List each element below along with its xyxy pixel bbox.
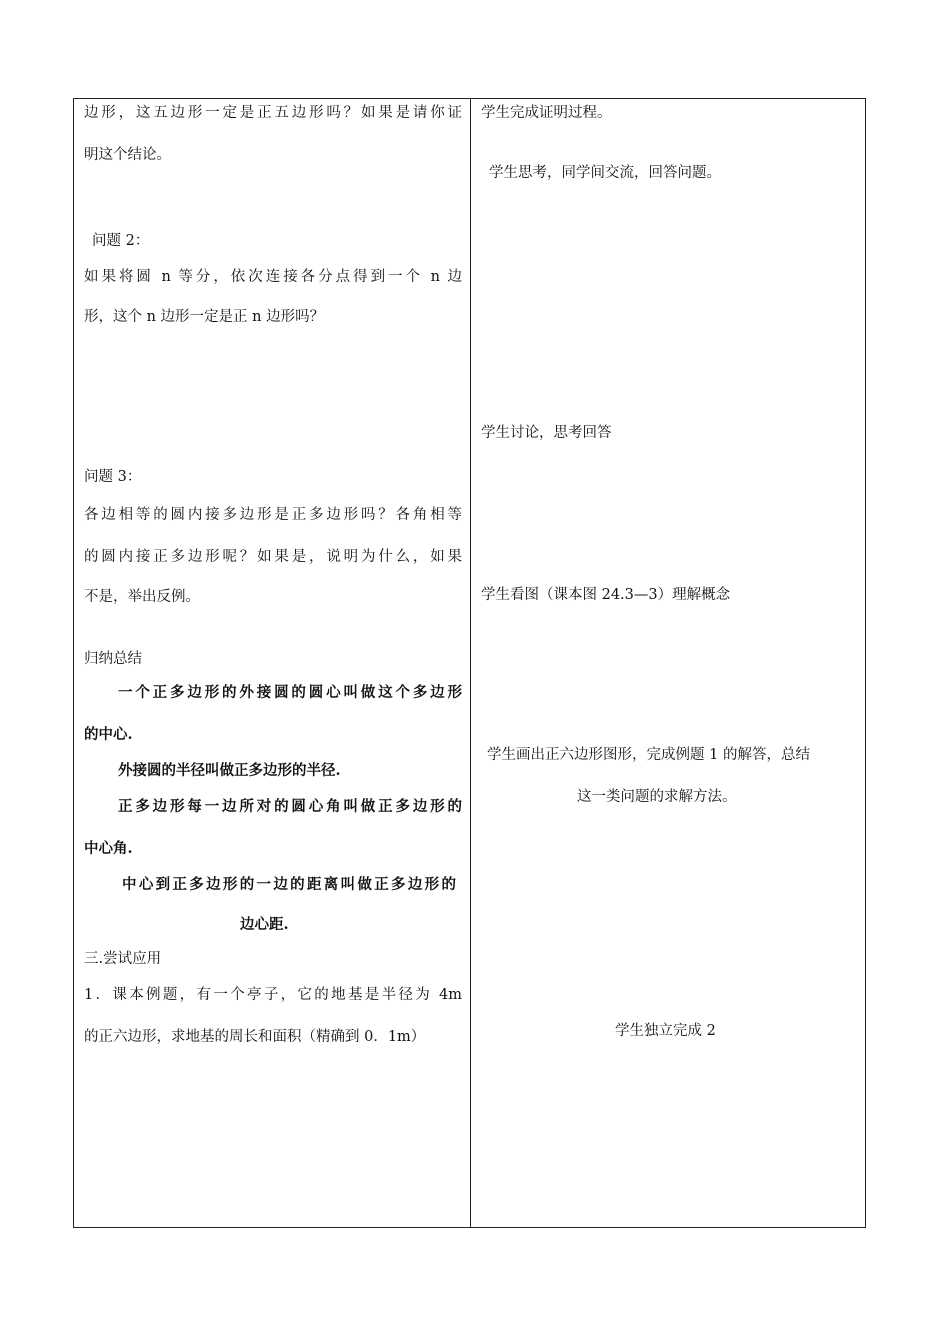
definition-radius: 外接圆的半径叫做正多边形的半径. — [118, 762, 341, 779]
question-1-line-2: 明这个结论。 — [84, 147, 171, 163]
definition-apothem-line-2: 边心距. — [240, 916, 289, 933]
lesson-table — [73, 98, 866, 1228]
question-1-line-1: 边形，这五边形一定是正五边形吗？如果是请你证 — [84, 105, 462, 121]
definition-center-line-1: 一个正多边形的外接圆的圆心叫做这个多边形 — [118, 684, 462, 701]
student-note-hexagon-line-1: 学生画出正六边形图形，完成例题 1 的解答，总结 — [487, 747, 810, 763]
student-note-independent: 学生独立完成 2 — [615, 1023, 716, 1039]
question-3-line-2: 的圆内接正多边形呢？如果是，说明为什么，如果 — [84, 549, 462, 565]
definition-central-angle-line-1: 正多边形每一边所对的圆心角叫做正多边形的 — [118, 798, 462, 815]
definition-central-angle-line-2: 中心角. — [84, 840, 133, 857]
student-note-proof: 学生完成证明过程。 — [481, 105, 612, 121]
example-1-line-2: 的正六边形，求地基的周长和面积（精确到 0．1m） — [84, 1029, 426, 1045]
summary-title: 归纳总结 — [84, 651, 142, 667]
student-activity-cell — [471, 99, 865, 1227]
student-note-figure: 学生看图（课本图 24.3—3）理解概念 — [481, 587, 731, 603]
student-note-hexagon-line-2: 这一类问题的求解方法。 — [577, 789, 737, 805]
example-1-line-1: 1．课本例题，有一个亭子，它的地基是半径为 4m — [84, 987, 462, 1003]
teacher-activity-cell — [74, 99, 470, 1227]
student-note-discuss: 学生思考，同学间交流，回答问题。 — [489, 165, 721, 181]
definition-apothem-line-1: 中心到正多边形的一边的距离叫做正多边形的 — [122, 876, 456, 893]
student-note-answer: 学生讨论，思考回答 — [481, 425, 612, 441]
question-2-line-2: 形，这个 n 边形一定是正 n 边形吗？ — [84, 309, 325, 325]
section-3-title: 三.尝试应用 — [84, 951, 162, 967]
question-3-title: 问题 3： — [84, 469, 142, 485]
question-2-line-1: 如果将圆 n 等分，依次连接各分点得到一个 n 边 — [84, 269, 462, 285]
question-3-line-1: 各边相等的圆内接多边形是正多边形吗？各角相等 — [84, 507, 462, 523]
question-3-line-3: 不是，举出反例。 — [84, 589, 200, 605]
question-2-title: 问题 2： — [92, 233, 150, 249]
definition-center-line-2: 的中心. — [84, 726, 133, 743]
